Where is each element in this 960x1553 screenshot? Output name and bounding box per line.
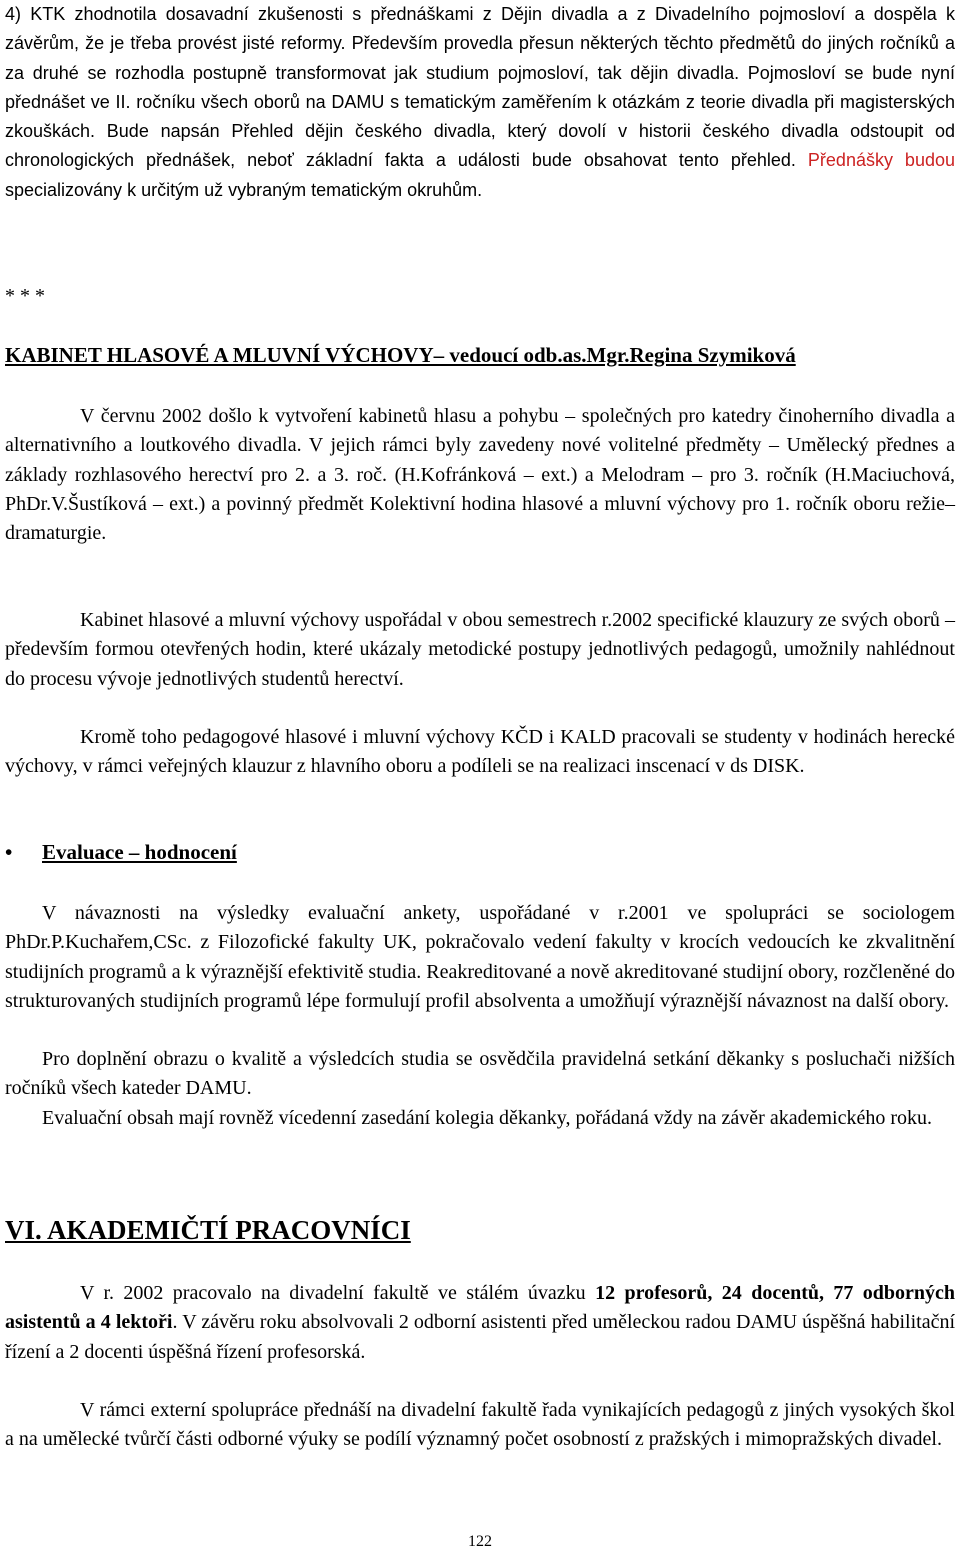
section-heading-academic-staff: VI. AKADEMIČTÍ PRACOVNÍCI	[5, 1215, 411, 1245]
evaluation-paragraph-3: Evaluační obsah mají rovněž vícedenní zasedání kolegia děkanky, pořádaná vždy na závěr akademického roku.	[42, 1107, 932, 1129]
highlighted-text: Přednášky budou	[807, 150, 955, 171]
cabinet-heading: KABINET HLASOVÉ A MLUVNÍ VÝCHOVY– vedoucí odb.as.Mgr.Regina Szymiková	[5, 343, 796, 367]
cabinet-paragraph-3: Kromě toho pedagogové hlasové i mluvní výchovy KČD i KALD pracovali se studenty v hodinách herecké výchovy, v rámci veřejných klauzur z hlavního oboru a podíleli se na realizaci inscenací v ds DISK.	[5, 726, 955, 778]
evaluation-paragraph-1: V návaznosti na výsledky evaluační ankety, uspořádané v r.2001 ve spolupráci se sociologem PhDr.P.Kuchařem,CSc. z Filozofické fakulty UK, pokračovalo vedení fakulty v krocích vedoucích ke zkvalitnění studijních programů a k výraznější efektivitě studia. Reakreditované a nově akreditované studijní obory, rozčleněné do strukturovaných studijních programů lépe formulují profil absolventa a umožňují výraznější návaznost na další obory.	[5, 902, 955, 1012]
ktk-reforms-text-end: specializovány k určitým už vybraným tematickým okruhům.	[5, 179, 483, 200]
staff-counts: 12 profesorů, 24 docentů, 77 odborných asistentů a 4 lektoři	[5, 1282, 955, 1334]
paragraph-ktk-reforms	[5, 0, 955, 205]
staff-paragraph-1	[5, 1279, 955, 1367]
page-number: 122	[468, 1533, 492, 1550]
ktk-reforms-text: 4) KTK zhodnotila dosavadní zkušenosti s přednáškami z Dějin divadla a z Divadelního pojmosloví a dospěla k závěrům, že je třeba provést jisté reformy. Především provedla přesun některých těchto předmětů do jiných ročníků a za druhé se rozhodla postupně transformovat jak studium pojmosloví, tak dějin divadla. Pojmosloví se bude nyní přednášet ve II. ročníku všech oborů na DAMU s tematickým zaměřením k otázkám z teorie divadla při magisterských zkouškách. Bude napsán Přehled dějin českého divadla, který dovolí v historii českého divadla odstoupit od chronologických přednášek, neboť základní fakta a události bude obsahovat tento přehled.	[5, 4, 955, 171]
bullet-icon: •	[5, 840, 13, 864]
evaluation-heading-label: Evaluace – hodnocení	[42, 840, 237, 864]
staff-paragraph-2: V rámci externí spolupráce přednáší na divadelní fakultě řada vynikajících pedagogů z jiných vysokých škol a na umělecké tvůrčí části odborné výuky se podílí významný počet osobností z pražských i mimopražských divadel.	[5, 1399, 955, 1451]
section-separator: * * *	[5, 285, 45, 307]
cabinet-paragraph-1: V červnu 2002 došlo k vytvoření kabinetů hlasu a pohybu – společných pro katedry činoherního divadla a alternativního a loutkového divadla. V jejich rámci byly zavedeny nové volitelné předměty – Umělecký přednes a základy rozhlasového herectví pro 2. a 3. roč. (H.Kofránková – ext.) a Melodram – pro 3. ročník (H.Maciuchová, PhDr.V.Šustíková – ext.) a povinný předmět Kolektivní hodina hlasové a mluvní výchovy pro 1. ročník oboru režie– dramaturgie.	[5, 405, 955, 545]
staff-text-start: V r. 2002 pracovalo na divadelní fakultě ve stálém úvazku	[80, 1282, 596, 1304]
evaluation-heading	[5, 840, 237, 865]
staff-text-end: . V závěru roku absolvovali 2 odborní asistenti před uměleckou radou DAMU úspěšná habilitační řízení a 2 docenti úspěšná řízení profesorská.	[5, 1311, 956, 1363]
evaluation-paragraph-2: Pro doplnění obrazu o kvalitě a výsledcích studia se osvědčila pravidelná setkání děkanky s posluchači nižších ročníků všech kateder DAMU.	[5, 1048, 955, 1100]
cabinet-paragraph-2: Kabinet hlasové a mluvní výchovy uspořádal v obou semestrech r.2002 specifické klauzury ze svých oborů – především formou otevřených hodin, které ukázaly metodické postupy jednotlivých pedagogů, umožnily nahlédnout do procesu vývoje jednotlivých studentů herectví.	[5, 609, 955, 690]
